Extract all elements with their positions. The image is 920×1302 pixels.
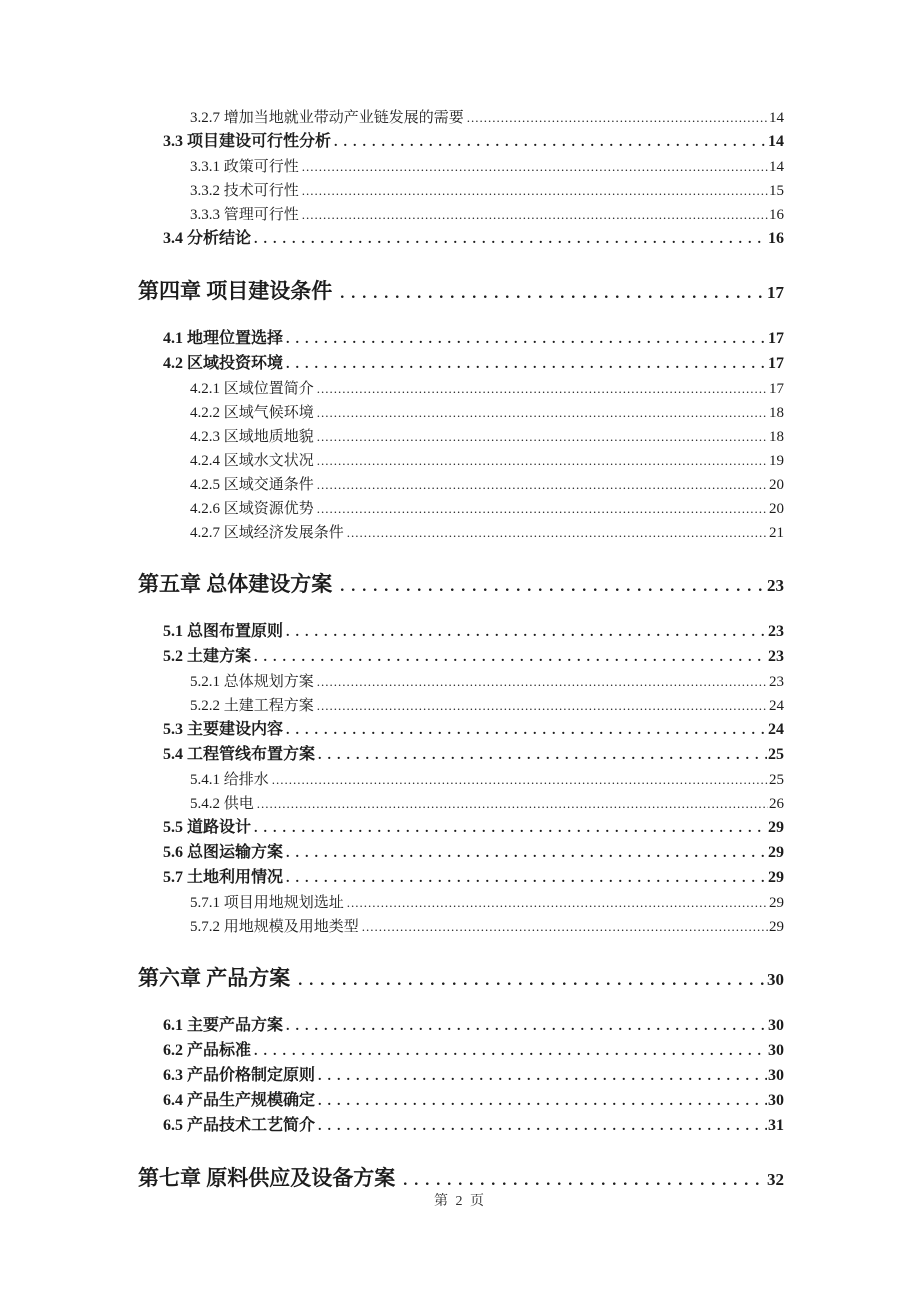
dot-leader <box>318 743 767 768</box>
toc-entry <box>138 227 784 252</box>
dot-leader <box>317 497 768 521</box>
dot-leader <box>347 891 768 915</box>
dot-leader <box>254 645 767 670</box>
dot-leader <box>254 227 767 252</box>
toc-entry-page: 20 <box>769 477 784 493</box>
toc-entry-label: 4.2.7 区域经济发展条件 <box>190 525 344 541</box>
toc-entry <box>138 841 784 866</box>
toc-entry <box>138 473 784 497</box>
toc-entry-page: 17 <box>769 381 784 397</box>
dot-leader <box>302 155 768 179</box>
toc-list <box>138 106 784 1196</box>
toc-entry-page: 14 <box>769 110 784 126</box>
table-of-contents <box>138 106 784 1214</box>
toc-entry-label: 5.2.1 总体规划方案 <box>190 674 314 690</box>
toc-entry-label: 5.7.1 项目用地规划选址 <box>190 895 344 911</box>
toc-entry-label: 6.1 主要产品方案 <box>163 1017 284 1034</box>
toc-entry <box>138 203 784 227</box>
toc-entry-page: 30 <box>768 1067 784 1084</box>
toc-entry-label: 5.4.2 供电 <box>190 796 254 812</box>
toc-entry-label: 5.4 工程管线布置方案 <box>163 746 316 763</box>
toc-entry <box>138 1064 784 1089</box>
toc-entry-page: 18 <box>769 405 784 421</box>
toc-entry <box>138 569 784 602</box>
dot-leader <box>318 1089 767 1114</box>
toc-entry <box>138 425 784 449</box>
toc-entry-page: 30 <box>767 970 784 989</box>
toc-entry <box>138 521 784 545</box>
dot-leader <box>286 841 767 866</box>
toc-entry <box>138 768 784 792</box>
toc-entry-label: 第六章 产品方案 <box>138 966 291 990</box>
page-number-label: 第 2 页 <box>434 1194 486 1209</box>
page-footer <box>0 1190 920 1210</box>
toc-entry <box>138 694 784 718</box>
toc-entry-label: 5.3 主要建设内容 <box>163 721 284 738</box>
toc-entry <box>138 130 784 155</box>
dot-leader <box>286 718 767 743</box>
toc-entry-page: 20 <box>769 501 784 517</box>
toc-entry-page: 29 <box>769 919 784 935</box>
toc-entry-page: 15 <box>769 183 784 199</box>
toc-entry <box>138 327 784 352</box>
toc-entry-label: 4.2.3 区域地质地貌 <box>190 429 314 445</box>
toc-entry-page: 14 <box>769 159 784 175</box>
toc-entry-label: 6.3 产品价格制定原则 <box>163 1067 316 1084</box>
toc-entry-label: 4.1 地理位置选择 <box>163 330 284 347</box>
toc-entry-label: 5.7.2 用地规模及用地类型 <box>190 919 359 935</box>
toc-entry-page: 23 <box>768 648 784 665</box>
dot-leader <box>317 449 768 473</box>
toc-entry-label: 6.5 产品技术工艺简介 <box>163 1117 316 1134</box>
toc-entry-page: 17 <box>768 330 784 347</box>
toc-entry-page: 25 <box>768 746 784 763</box>
dot-leader <box>334 130 767 155</box>
toc-entry <box>138 179 784 203</box>
toc-entry <box>138 670 784 694</box>
toc-entry-page: 17 <box>768 355 784 372</box>
dot-leader <box>286 352 767 377</box>
dot-leader <box>286 327 767 352</box>
toc-entry-label: 6.4 产品生产规模确定 <box>163 1092 316 1109</box>
dot-leader <box>298 963 766 996</box>
toc-entry-label: 4.2.1 区域位置简介 <box>190 381 314 397</box>
dot-leader <box>317 694 768 718</box>
toc-entry-label: 3.4 分析结论 <box>163 230 252 247</box>
toc-entry <box>138 816 784 841</box>
toc-entry <box>138 620 784 645</box>
toc-entry-label: 4.2.4 区域水文状况 <box>190 453 314 469</box>
toc-entry-page: 29 <box>768 844 784 861</box>
toc-entry-label: 3.3.3 管理可行性 <box>190 207 299 223</box>
toc-entry-label: 3.3 项目建设可行性分析 <box>163 133 332 150</box>
toc-entry <box>138 645 784 670</box>
toc-entry <box>138 866 784 891</box>
dot-leader <box>302 179 768 203</box>
toc-entry <box>138 915 784 939</box>
dot-leader <box>286 620 767 645</box>
toc-entry-label: 5.5 道路设计 <box>163 819 252 836</box>
toc-entry-label: 第四章 项目建设条件 <box>138 279 333 303</box>
toc-entry-page: 21 <box>769 525 784 541</box>
toc-entry <box>138 1039 784 1064</box>
dot-leader <box>317 401 768 425</box>
toc-entry <box>138 1089 784 1114</box>
toc-entry-page: 23 <box>768 623 784 640</box>
toc-entry <box>138 497 784 521</box>
toc-entry-page: 16 <box>769 207 784 223</box>
toc-entry-label: 4.2.6 区域资源优势 <box>190 501 314 517</box>
toc-entry-page: 24 <box>768 721 784 738</box>
toc-entry-label: 4.2.5 区域交通条件 <box>190 477 314 493</box>
dot-leader <box>340 276 766 309</box>
dot-leader <box>286 866 767 891</box>
toc-entry-page: 31 <box>768 1117 784 1134</box>
toc-entry <box>138 155 784 179</box>
dot-leader <box>317 670 768 694</box>
toc-entry-label: 4.2.2 区域气候环境 <box>190 405 314 421</box>
toc-entry-page: 24 <box>769 698 784 714</box>
toc-entry <box>138 352 784 377</box>
toc-entry-page: 29 <box>768 869 784 886</box>
toc-entry <box>138 891 784 915</box>
dot-leader <box>318 1114 767 1139</box>
toc-entry <box>138 106 784 130</box>
dot-leader <box>347 521 768 545</box>
toc-entry-label: 5.2 土建方案 <box>163 648 252 665</box>
toc-entry-label: 5.1 总图布置原则 <box>163 623 284 640</box>
toc-entry-page: 19 <box>769 453 784 469</box>
toc-entry-page: 30 <box>768 1042 784 1059</box>
toc-entry <box>138 743 784 768</box>
toc-entry <box>138 401 784 425</box>
toc-entry-label: 3.3.1 政策可行性 <box>190 159 299 175</box>
dot-leader <box>302 203 768 227</box>
toc-entry-page: 17 <box>767 283 784 302</box>
dot-leader <box>317 425 768 449</box>
toc-entry-label: 4.2 区域投资环境 <box>163 355 284 372</box>
toc-entry <box>138 792 784 816</box>
toc-entry <box>138 1014 784 1039</box>
toc-entry <box>138 1114 784 1139</box>
dot-leader <box>254 1039 767 1064</box>
toc-entry-page: 29 <box>769 895 784 911</box>
toc-entry-label: 3.3.2 技术可行性 <box>190 183 299 199</box>
toc-entry-page: 18 <box>769 429 784 445</box>
toc-entry-page: 23 <box>769 674 784 690</box>
toc-entry-page: 29 <box>768 819 784 836</box>
toc-entry-label: 3.2.7 增加当地就业带动产业链发展的需要 <box>190 110 464 126</box>
toc-entry-label: 5.2.2 土建工程方案 <box>190 698 314 714</box>
toc-entry-label: 5.7 土地利用情况 <box>163 869 284 886</box>
toc-entry-page: 30 <box>768 1017 784 1034</box>
dot-leader <box>340 569 766 602</box>
dot-leader <box>362 915 768 939</box>
toc-entry-page: 30 <box>768 1092 784 1109</box>
toc-entry <box>138 449 784 473</box>
toc-entry-label: 6.2 产品标准 <box>163 1042 252 1059</box>
toc-entry <box>138 718 784 743</box>
dot-leader <box>467 106 768 130</box>
dot-leader <box>286 1014 767 1039</box>
toc-entry-page: 25 <box>769 772 784 788</box>
dot-leader <box>317 473 768 497</box>
toc-entry <box>138 963 784 996</box>
toc-entry-label: 第七章 原料供应及设备方案 <box>138 1166 396 1190</box>
toc-entry <box>138 377 784 401</box>
toc-entry <box>138 276 784 309</box>
toc-entry-page: 16 <box>768 230 784 247</box>
toc-entry-page: 32 <box>767 1170 784 1189</box>
dot-leader <box>317 377 768 401</box>
dot-leader <box>257 792 768 816</box>
toc-entry-page: 23 <box>767 576 784 595</box>
toc-entry-label: 5.6 总图运输方案 <box>163 844 284 861</box>
toc-entry-page: 14 <box>768 133 784 150</box>
dot-leader <box>318 1064 767 1089</box>
dot-leader <box>254 816 767 841</box>
toc-entry-label: 第五章 总体建设方案 <box>138 572 333 596</box>
toc-entry-page: 26 <box>769 796 784 812</box>
toc-entry-label: 5.4.1 给排水 <box>190 772 269 788</box>
dot-leader <box>272 768 768 792</box>
